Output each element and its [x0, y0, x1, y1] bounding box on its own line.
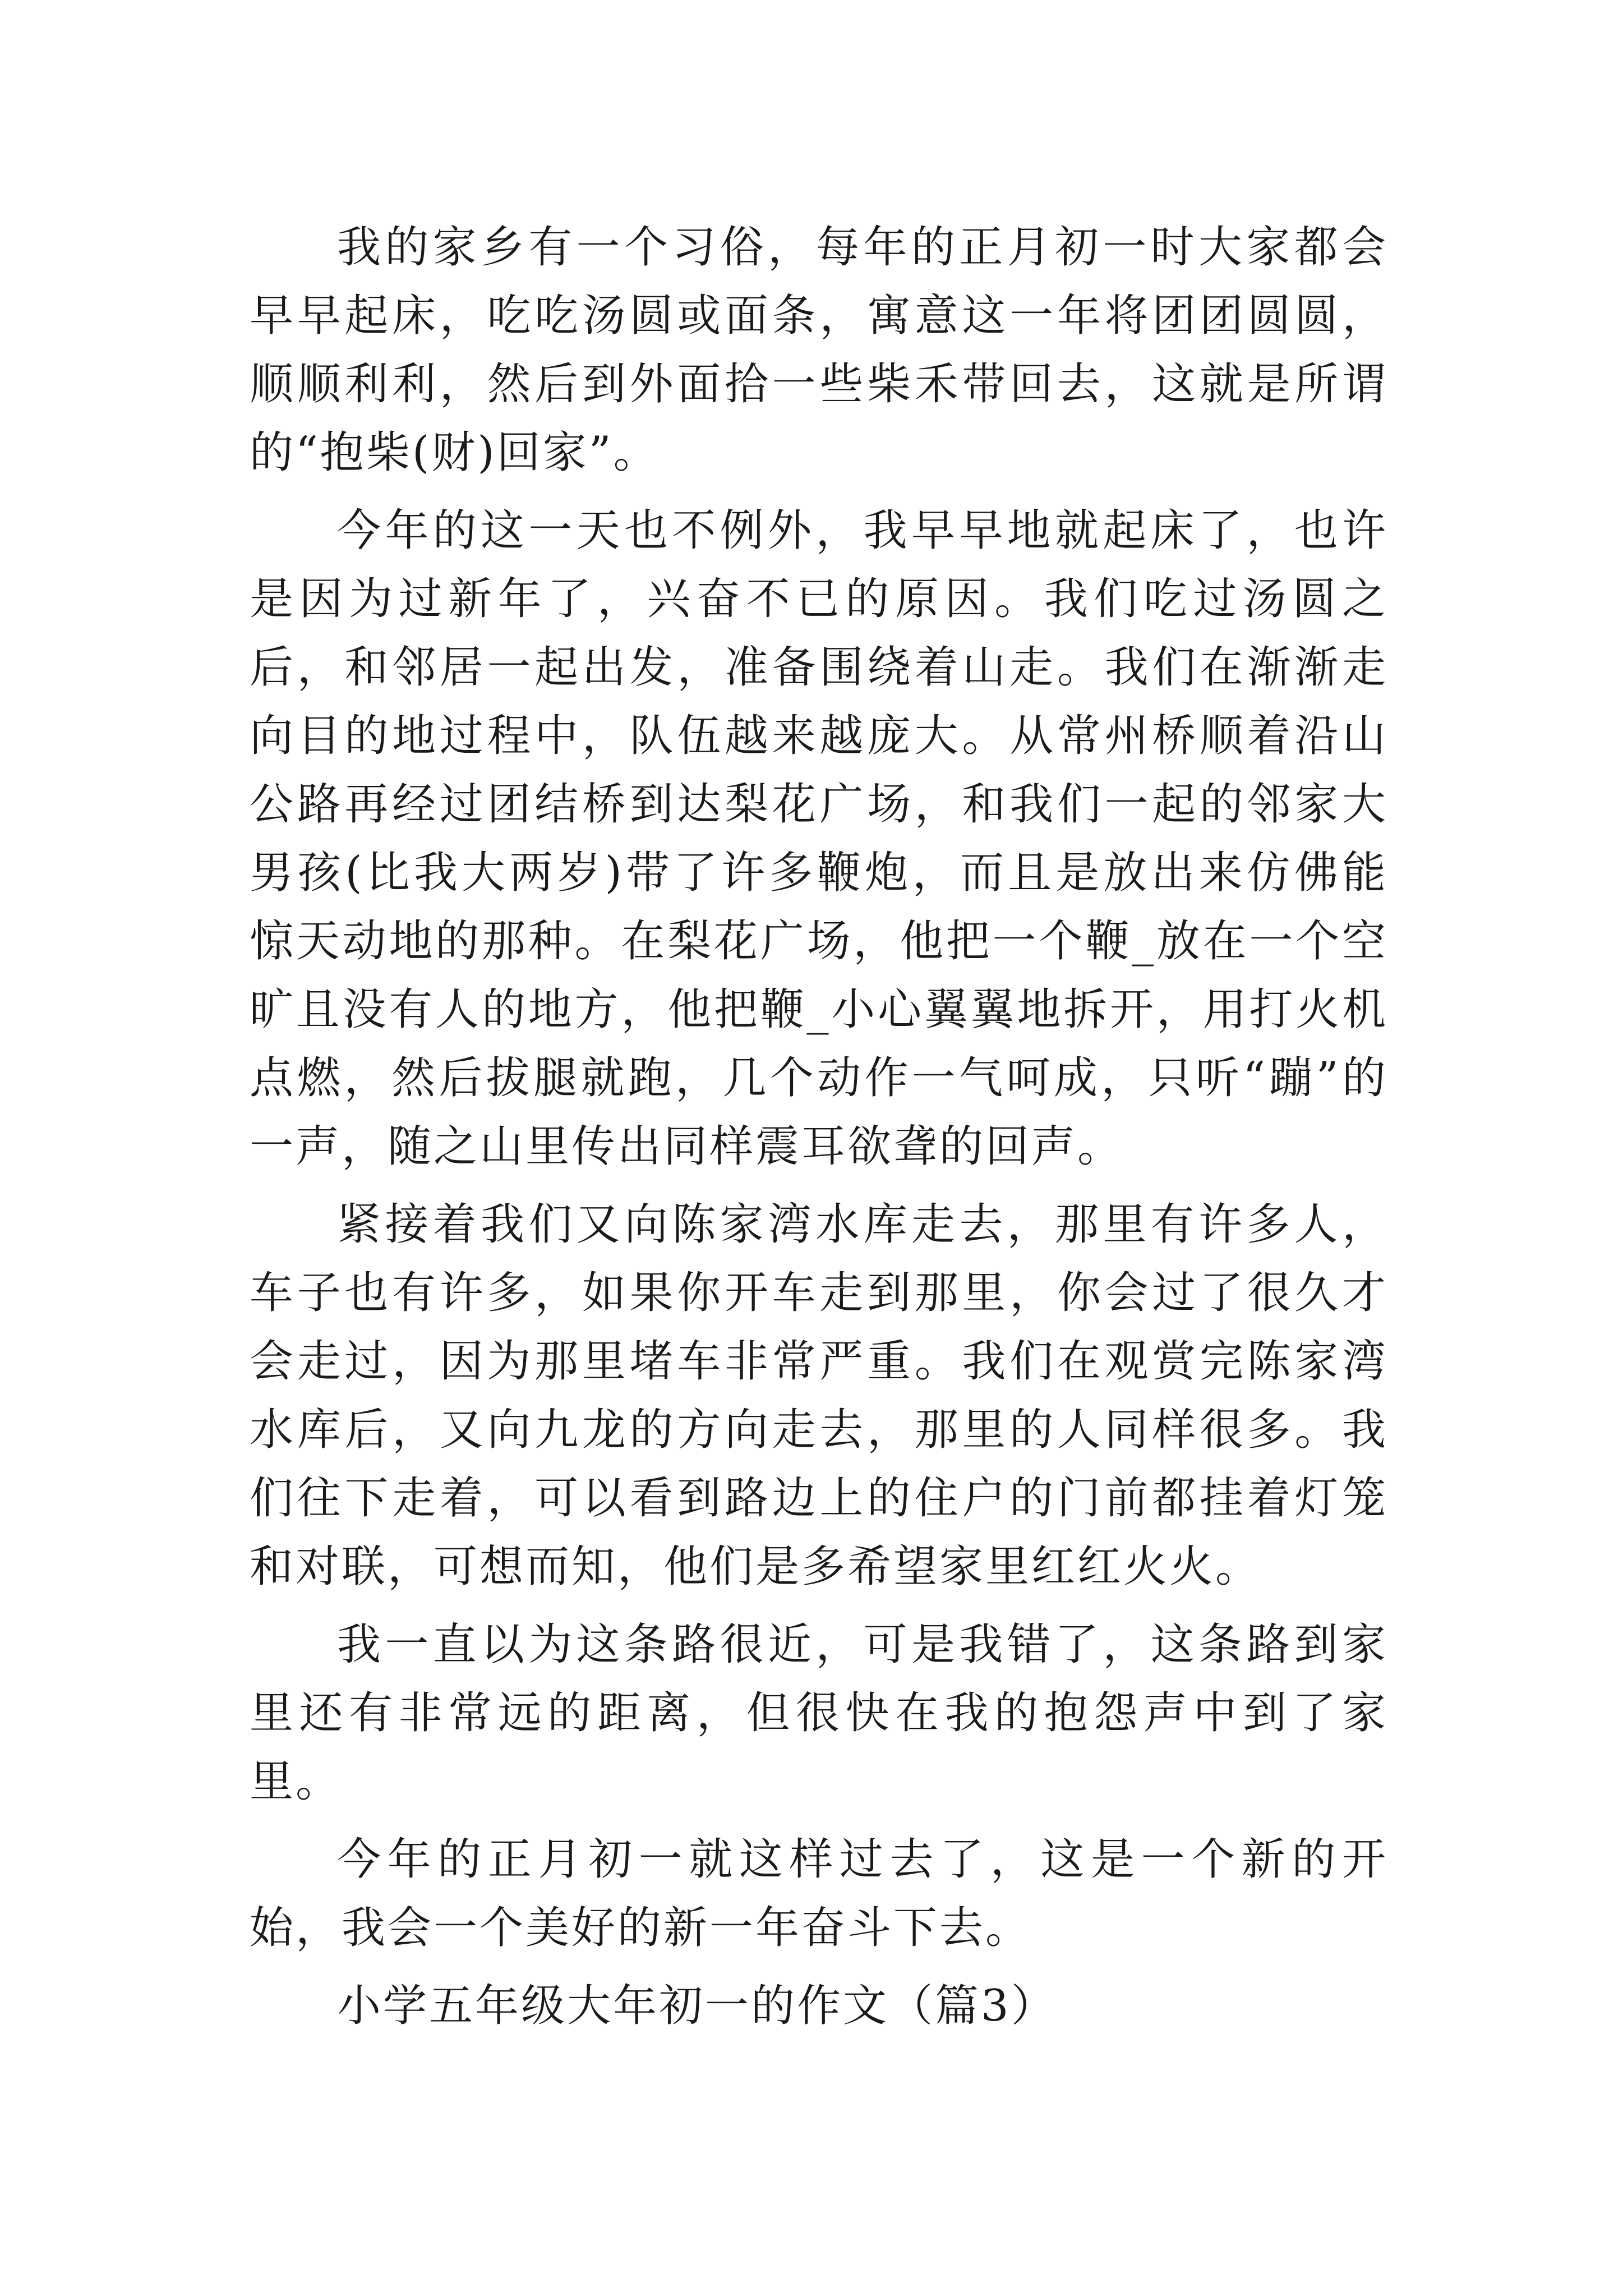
- paragraph-2: 今年的这一天也不例外，我早早地就起床了，也许是因为过新年了，兴奋不已的原因。我们吃过汤圆之后，和邻居一起出发，准备围绕着山走。我们在渐渐走向目的地过程中，队伍越来越庞大。从常州桥顺着沿山公路再经过团结桥到达梨花广场，和我们一起的邻家大男孩(比我大两岁)带了许多鞭炮，而且是放出来仿佛能惊天动地的那种。在梨花广场，他把一个鞭_放在一个空旷且没有人的地方，他把鞭_小心翼翼地拆开，用打火机点燃，然后拔腿就跑，几个动作一气呵成，只听“蹦”的一声，随之山里传出同样震耳欲聋的回声。: [250, 505, 1388, 1172]
- paragraph-5: 今年的正月初一就这样过去了，这是一个新的开始，我会一个美好的新一年奋斗下去。: [250, 1834, 1388, 1953]
- paragraph-3: 紧接着我们又向陈家湾水库走去，那里有许多人，车子也有许多，如果你开车走到那里，你会过了很久才会走过，因为那里堵车非常严重。我们在观赏完陈家湾水库后，又向九龙的方向走去，那里的人同样很多。我们往下走着，可以看到路边上的住户的门前都挂着灯笼和对联，可想而知，他们是多希望家里红红火火。: [250, 1199, 1388, 1592]
- section-heading: 小学五年级大年初一的作文（篇3）: [337, 1981, 1057, 2031]
- article-body: [250, 213, 1388, 2040]
- paragraph-1: 我的家乡有一个习俗，每年的正月初一时大家都会早早起床，吃吃汤圆或面条，寓意这一年将团团圆圆，顺顺利利，然后到外面拾一些柴禾带回去，这就是所谓的“抱柴(财)回家”。: [250, 222, 1388, 478]
- paragraph-4: 我一直以为这条路很近，可是我错了，这条路到家里还有非常远的距离，但很快在我的抱怨声中到了家里。: [250, 1619, 1388, 1807]
